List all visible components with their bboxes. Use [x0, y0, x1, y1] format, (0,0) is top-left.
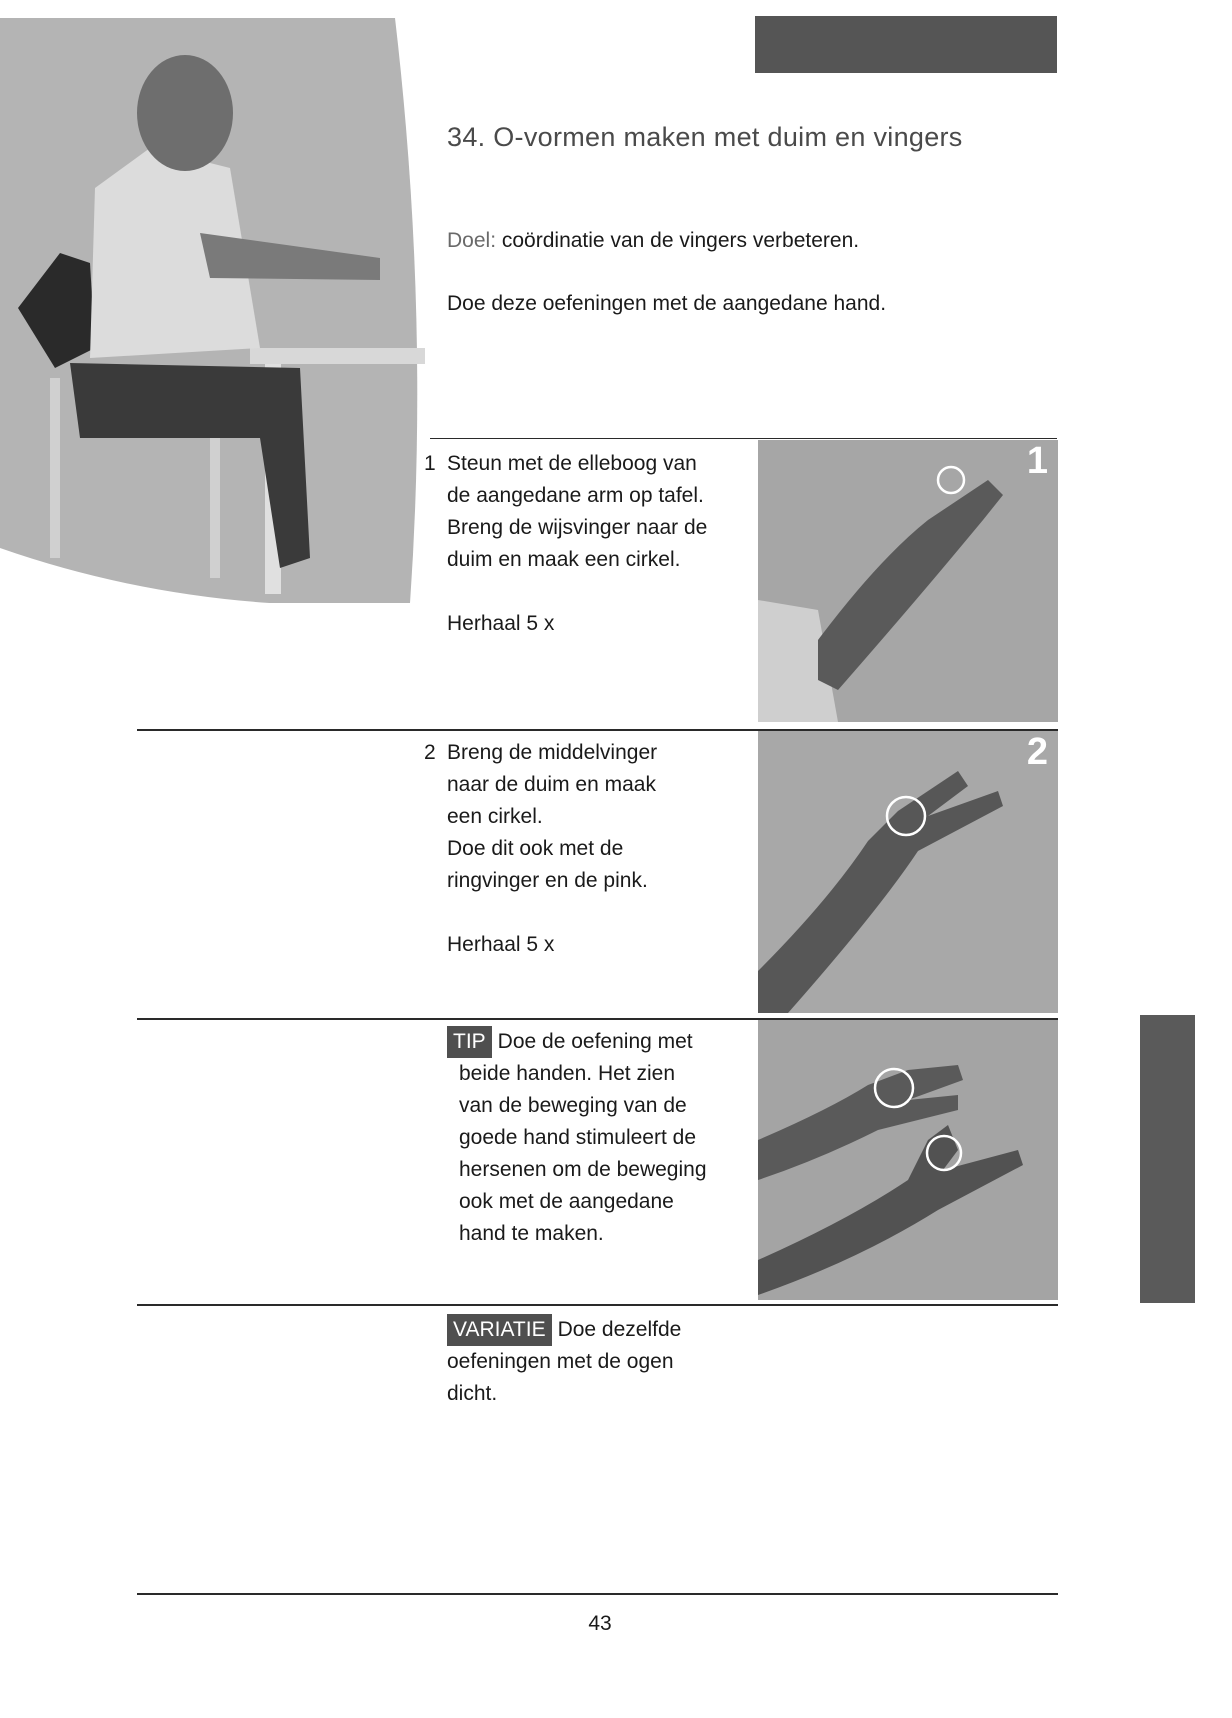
tip-photo: [758, 1020, 1058, 1300]
divider: [137, 1304, 1058, 1306]
variatie-label: VARIATIE: [447, 1314, 552, 1346]
tip-line: hersenen om de beweging: [459, 1158, 707, 1181]
tip-line: goede hand stimuleert de: [459, 1126, 696, 1149]
seated-person-photo: [0, 18, 425, 603]
variatie-block: [447, 1314, 767, 1410]
step-2: [424, 737, 754, 961]
step-line: naar de duim en maak: [447, 773, 656, 796]
step-line: Steun met de elleboog van: [447, 452, 697, 475]
step-line: Doe dit ook met de: [447, 837, 624, 860]
step-1-photo: [758, 440, 1058, 722]
tip-line: beide handen. Het zien: [459, 1062, 675, 1085]
step-line: Breng de wijsvinger naar de: [447, 516, 708, 539]
step-2-photo: [758, 731, 1058, 1013]
instruction-text: Doe deze oefeningen met de aangedane hand.: [447, 292, 887, 315]
divider: [430, 438, 1057, 439]
tip-block: [447, 1026, 757, 1250]
doel-line: [447, 225, 1067, 257]
photo-badge: 1: [1026, 440, 1048, 482]
header-bar: [755, 16, 1057, 73]
variatie-line: dicht.: [447, 1382, 498, 1405]
tip-first-line: Doe de oefening met: [497, 1030, 693, 1053]
variatie-first-line: Doe dezelfde: [557, 1318, 682, 1341]
step-line: Breng de middelvinger: [447, 741, 658, 764]
doel-text: coördinatie van de vingers verbeteren.: [501, 229, 860, 252]
page-number: 43: [588, 1612, 612, 1635]
step-1: [424, 448, 754, 640]
footer-divider: [137, 1593, 1058, 1595]
step-line: een cirkel.: [447, 805, 543, 828]
tip-line: ook met de aangedane: [459, 1190, 674, 1213]
chapter-side-tab: [1140, 1015, 1195, 1303]
step-line: duim en maak een cirkel.: [447, 548, 681, 571]
step-number: 1: [424, 452, 436, 475]
step-line: de aangedane arm op tafel.: [447, 484, 704, 507]
tip-line: van de beweging van de: [459, 1094, 687, 1117]
step-line: ringvinger en de pink.: [447, 869, 648, 892]
photo-badge: 2: [1026, 731, 1048, 773]
tip-label: TIP: [447, 1026, 492, 1058]
step-number: 2: [424, 741, 436, 764]
repeat-text: Herhaal 5 x: [447, 933, 555, 956]
exercise-title: 34. O-vormen maken met duim en vingers: [447, 122, 963, 152]
variatie-line: oefeningen met de ogen: [447, 1350, 674, 1373]
doel-label: Doel:: [447, 229, 497, 252]
repeat-text: Herhaal 5 x: [447, 612, 555, 635]
tip-line: hand te maken.: [459, 1222, 604, 1245]
